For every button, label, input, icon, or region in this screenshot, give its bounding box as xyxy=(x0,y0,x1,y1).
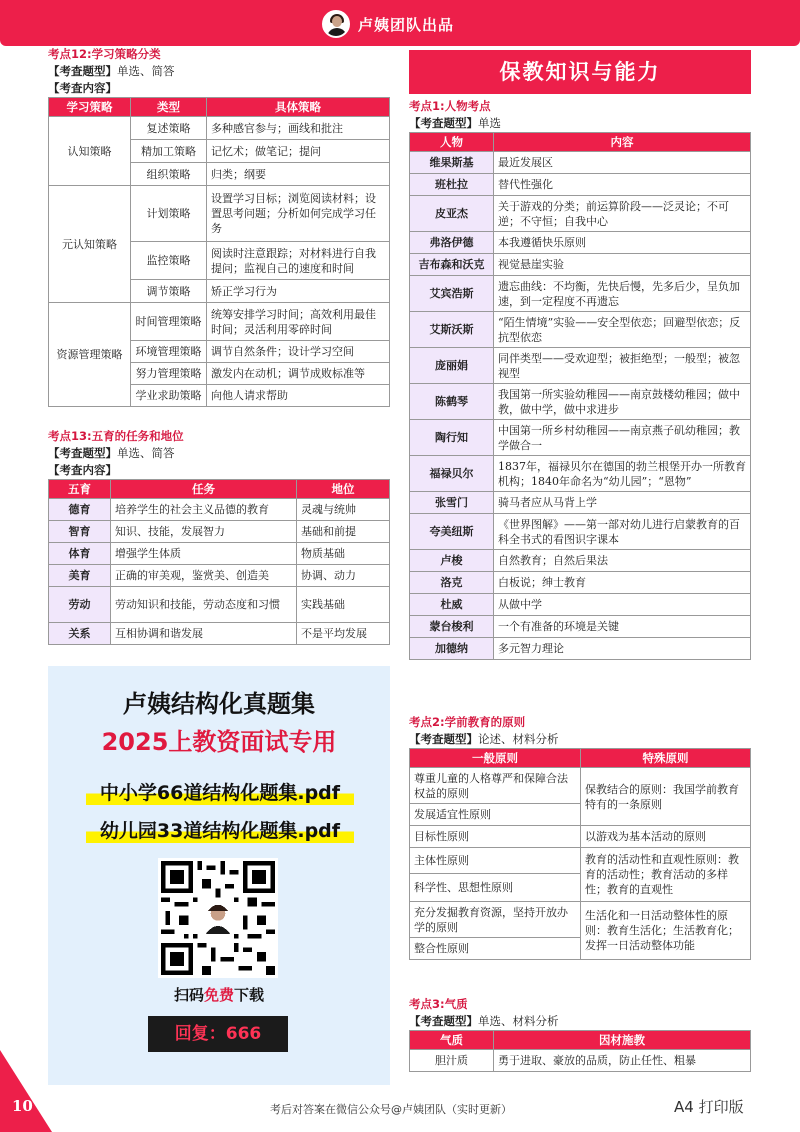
section-title: 考点3:气质 xyxy=(409,997,468,1011)
table-header: 因材施教 xyxy=(494,1031,751,1050)
table-row: 弗洛伊德 本我遵循快乐原则 xyxy=(410,232,751,254)
table-row: 杜威 从做中学 xyxy=(410,594,751,616)
section-title: 考点12:学习策略分类 xyxy=(48,47,161,61)
table-row: 夸美纽斯 《世界图解》——第一部对幼儿进行启蒙教育的百科全书式的看图识字课本 xyxy=(410,514,751,550)
table-row: 精加工策略 记忆术；做笔记；提问 xyxy=(49,140,390,163)
section-title: 考点1:人物考点 xyxy=(409,99,491,113)
table-row: 关系 互相协调和谐发展 不是平均发展 xyxy=(49,623,390,645)
table-row: 蒙台梭利 一个有准备的环境是关键 xyxy=(410,616,751,638)
table-header: 类型 xyxy=(131,98,207,117)
print-label: A4 打印版 xyxy=(674,1098,744,1116)
section-title: 考点2:学前教育的原则 xyxy=(409,715,526,729)
table-row: 主体性原则 教育的活动性和直观性原则：教育的活动性；教育活动的多样性；教育的直观性 xyxy=(410,848,751,874)
table-row: 调节策略 矫正学习行为 xyxy=(49,280,390,303)
table-row: 福禄贝尔 1837年，福禄贝尔在德国的勃兰根堡开办一所教育机构；1840年命名为“幼儿园”；“恩物” xyxy=(410,456,751,492)
table-row: 张雪门 骑马者应从马背上学 xyxy=(410,492,751,514)
table-header: 人物 xyxy=(410,133,494,152)
table-row: 吉布森和沃克 视觉悬崖实验 xyxy=(410,254,751,276)
table-row: 努力管理策略 激发内在动机；调节成败标准等 xyxy=(49,363,390,385)
table-row: 学业求助策略 向他人请求帮助 xyxy=(49,385,390,407)
promo-subtitle: 2025上教资面试专用 xyxy=(101,728,337,756)
strategy-group: 元认知策略 xyxy=(49,186,131,303)
table-row: 整合性原则 xyxy=(410,938,751,960)
avatar xyxy=(322,10,350,38)
table-row: 发展适宜性原则 xyxy=(410,804,751,826)
table-row: 体育 增强学生体质 物质基础 xyxy=(49,543,390,565)
question-type: 【考查题型】单选、简答 xyxy=(48,64,175,78)
strategy-group: 资源管理策略 xyxy=(49,303,131,407)
question-type: 【考查题型】单选、材料分析 xyxy=(409,1014,559,1028)
page-number: 10 xyxy=(12,1097,33,1115)
top-banner xyxy=(0,0,800,46)
person-table xyxy=(409,132,751,660)
table-header: 特殊原则 xyxy=(581,749,751,768)
promo-title: 卢姨结构化真题集 xyxy=(123,690,315,718)
promo-card xyxy=(48,666,390,1085)
table-row: 监控策略 阅读时注意跟踪；对材料进行自我提问；监视自己的速度和时间 xyxy=(49,242,390,280)
subject-title: 保教知识与能力 xyxy=(409,50,751,94)
content-label: 【考查内容】 xyxy=(48,81,117,95)
table-row: 陶行知 中国第一所乡村幼稚园——南京燕子矶幼稚园；教学做合一 xyxy=(410,420,751,456)
table-row: 组织策略 归类；纲要 xyxy=(49,163,390,186)
section-k3 xyxy=(409,996,751,1072)
table-row: 资源管理策略 时间管理策略 统筹安排学习时间；高效利用最佳时间；灵活利用零碎时间 xyxy=(49,303,390,341)
table-row: 环境管理策略 调节自然条件；设计学习空间 xyxy=(49,341,390,363)
table-row: 艾斯沃斯 “陌生情境”实验——安全型依恋；回避型依恋；反抗型依恋 xyxy=(410,312,751,348)
table-row: 尊重儿童的人格尊严和保障合法权益的原则 保教结合的原则：我国学前教育特有的一条原则 xyxy=(410,768,751,804)
section-k2 xyxy=(409,714,751,960)
table-row: 卢梭 自然教育；自然后果法 xyxy=(410,550,751,572)
content-label: 【考查内容】 xyxy=(48,463,117,477)
table-header: 任务 xyxy=(111,480,297,499)
table-row: 庞丽娟 同伴类型——受欢迎型；被拒绝型；一般型；被忽视型 xyxy=(410,348,751,384)
table-row: 科学性、思想性原则 xyxy=(410,874,751,902)
table-row: 充分发掘教育资源，坚持开放办学的原则 生活化和一日活动整体性的原则：教育生活化；生活教育化；发挥一日活动整体功能 xyxy=(410,902,751,938)
table-row: 皮亚杰 关于游戏的分类；前运算阶段——泛灵论；不可逆；不守恒；自我中心 xyxy=(410,196,751,232)
table-row: 陈鹤琴 我国第一所实验幼稚园——南京鼓楼幼稚园；做中教，做中学，做中求进步 xyxy=(410,384,751,420)
table-header: 一般原则 xyxy=(410,749,581,768)
strategy-table xyxy=(48,97,390,407)
scan-hint: 扫码免费下载 xyxy=(173,986,265,1004)
table-header: 地位 xyxy=(297,480,390,499)
table-row: 目标性原则 以游戏为基本活动的原则 xyxy=(410,826,751,848)
table-row: 元认知策略 计划策略 设置学习目标；浏览阅读材料；设置思考问题；分析如何完成学习任务 xyxy=(49,186,390,242)
table-header: 学习策略 xyxy=(49,98,131,117)
section-k13 xyxy=(48,428,390,645)
question-type: 【考查题型】论述、材料分析 xyxy=(409,732,559,746)
table-row: 美育 正确的审美观，鉴赏美、创造美 协调、动力 xyxy=(49,565,390,587)
footer-note: 考后对答案在微信公众号@卢姨团队（实时更新） xyxy=(270,1103,512,1116)
table-header: 气质 xyxy=(410,1031,494,1050)
table-row: 德育 培养学生的社会主义品德的教育 灵魂与统帅 xyxy=(49,499,390,521)
pdf-link-primary[interactable]: 中小学66道结构化题集.pdf xyxy=(86,778,354,805)
table-header: 内容 xyxy=(494,133,751,152)
table-header: 具体策略 xyxy=(207,98,390,117)
qr-code[interactable] xyxy=(158,858,278,978)
table-header: 五育 xyxy=(49,480,111,499)
section-title: 考点13:五育的任务和地位 xyxy=(48,429,184,443)
table-row: 艾宾浩斯 遗忘曲线：不均衡，先快后慢，先多后少，呈负加速，到一定程度不再遗忘 xyxy=(410,276,751,312)
question-type: 【考查题型】单选 xyxy=(409,116,501,130)
strategy-group: 认知策略 xyxy=(49,117,131,186)
table-row: 胆汁质 勇于进取、豪放的品质，防止任性、粗暴 xyxy=(410,1050,751,1072)
table-row: 劳动 劳动知识和技能，劳动态度和习惯 实践基础 xyxy=(49,587,390,623)
page-corner-decoration xyxy=(0,1050,52,1132)
table-row: 加德纳 多元智力理论 xyxy=(410,638,751,660)
table-row: 维果斯基 最近发展区 xyxy=(410,152,751,174)
reply-code-box: 回复：666 xyxy=(148,1016,288,1052)
pdf-link-kindergarten[interactable]: 幼儿园33道结构化题集.pdf xyxy=(86,816,354,843)
temperament-table xyxy=(409,1030,751,1072)
table-row: 洛克 白板说；绅士教育 xyxy=(410,572,751,594)
table-row: 班杜拉 替代性强化 xyxy=(410,174,751,196)
five-education-table xyxy=(48,479,390,645)
question-type: 【考查题型】单选、简答 xyxy=(48,446,175,460)
table-row: 认知策略 复述策略 多种感官参与；画线和批注 xyxy=(49,117,390,140)
table-row: 智育 知识、技能，发展智力 基础和前提 xyxy=(49,521,390,543)
section-k12 xyxy=(48,46,390,407)
principle-table xyxy=(409,748,751,960)
section-k1 xyxy=(409,98,751,660)
banner-title: 卢姨团队出品 xyxy=(358,15,455,34)
